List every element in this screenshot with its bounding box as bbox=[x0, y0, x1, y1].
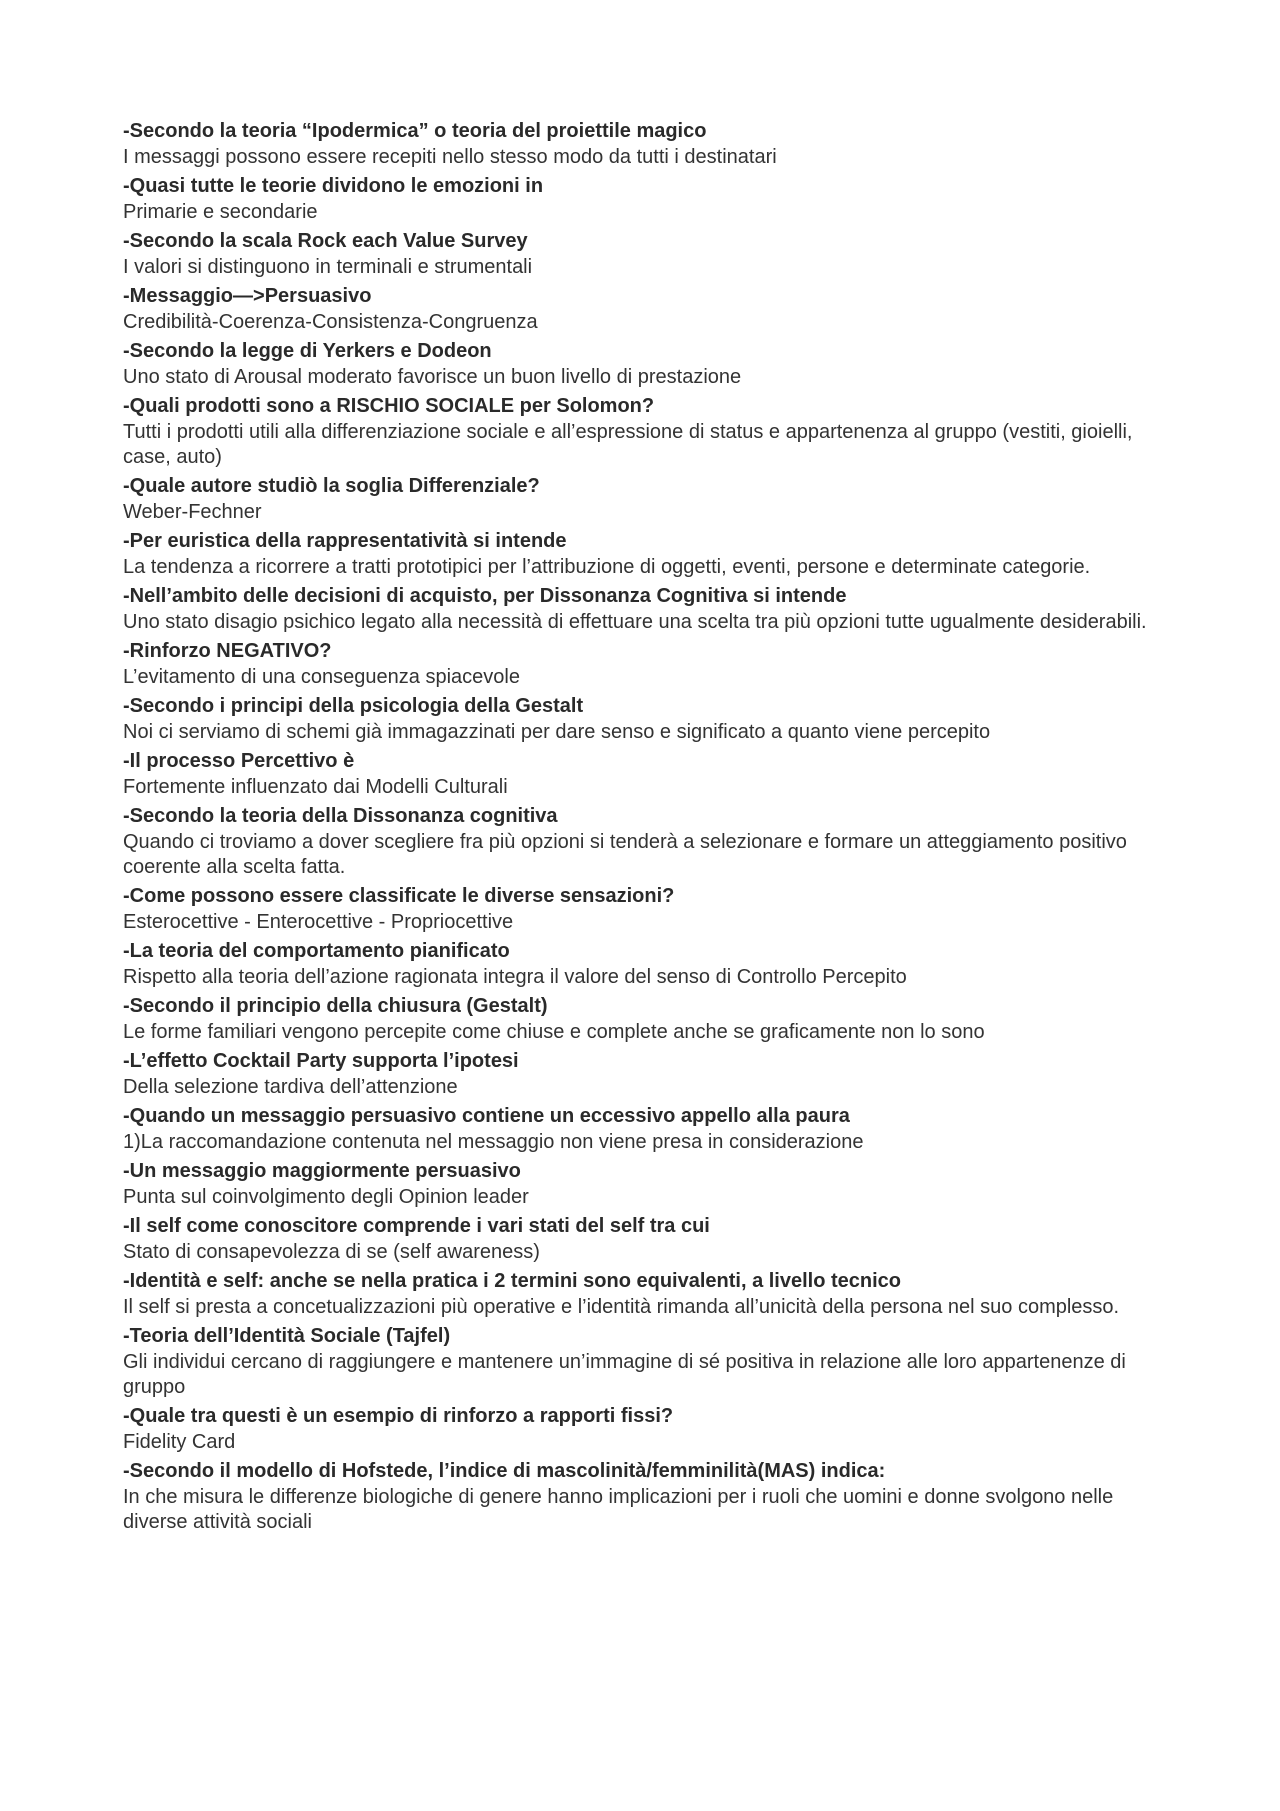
question: -Quasi tutte le teorie dividono le emozioni in bbox=[123, 175, 544, 197]
qa-item-18 bbox=[123, 1103, 1173, 1158]
answer: Tutti i prodotti utili alla differenziazione sociale e all’espressione di status e appartenenza al gruppo (vestiti, gioielli, case, auto) bbox=[123, 421, 1133, 468]
question: -Secondo la scala Rock each Value Survey bbox=[123, 230, 528, 252]
answer: Punta sul coinvolgimento degli Opinion leader bbox=[123, 1186, 529, 1208]
answer: Esterocettive - Enterocettive - Propriocettive bbox=[123, 911, 514, 933]
qa-item-2 bbox=[123, 173, 1173, 228]
qa-item-16 bbox=[123, 993, 1173, 1048]
answer: 1)La raccomandazione contenuta nel messaggio non viene presa in considerazione bbox=[123, 1131, 864, 1153]
answer: Le forme familiari vengono percepite come chiuse e complete anche se graficamente non lo sono bbox=[123, 1021, 985, 1043]
answer: I messaggi possono essere recepiti nello stesso modo da tutti i destinatari bbox=[123, 146, 777, 168]
question: -La teoria del comportamento pianificato bbox=[123, 940, 510, 962]
answer: Credibilità-Coerenza-Consistenza-Congruenza bbox=[123, 311, 538, 333]
answer: Fortemente influenzato dai Modelli Culturali bbox=[123, 776, 508, 798]
qa-item-20 bbox=[123, 1213, 1173, 1268]
qa-item-10 bbox=[123, 638, 1173, 693]
answer: Gli individui cercano di raggiungere e mantenere un’immagine di sé positiva in relazione alle loro appartenenze di gruppo bbox=[123, 1351, 1126, 1398]
question: -Secondo la legge di Yerkers e Dodeon bbox=[123, 340, 492, 362]
qa-item-3 bbox=[123, 228, 1173, 283]
qa-item-24 bbox=[123, 1458, 1173, 1538]
qa-item-11 bbox=[123, 693, 1173, 748]
question: -Per euristica della rappresentatività si intende bbox=[123, 530, 567, 552]
answer: Primarie e secondarie bbox=[123, 201, 318, 223]
question: -Secondo i principi della psicologia della Gestalt bbox=[123, 695, 584, 717]
question: -Secondo la teoria della Dissonanza cognitiva bbox=[123, 805, 558, 827]
answer: Fidelity Card bbox=[123, 1431, 236, 1453]
qa-item-4 bbox=[123, 283, 1173, 338]
answer: Noi ci serviamo di schemi già immagazzinati per dare senso e significato a quanto viene percepito bbox=[123, 721, 991, 743]
qa-item-22 bbox=[123, 1323, 1173, 1403]
question: -Come possono essere classificate le diverse sensazioni? bbox=[123, 885, 675, 907]
question: -Messaggio—>Persuasivo bbox=[123, 285, 372, 307]
qa-item-21 bbox=[123, 1268, 1173, 1323]
document-page bbox=[123, 118, 1173, 1538]
question: -Teoria dell’Identità Sociale (Tajfel) bbox=[123, 1325, 451, 1347]
question: -L’effetto Cocktail Party supporta l’ipotesi bbox=[123, 1050, 519, 1072]
qa-item-9 bbox=[123, 583, 1173, 638]
answer: Uno stato disagio psichico legato alla necessità di effettuare una scelta tra più opzioni tutte ugualmente desiderabili. bbox=[123, 611, 1147, 633]
answer: L’evitamento di una conseguenza spiacevole bbox=[123, 666, 520, 688]
answer: Della selezione tardiva dell’attenzione bbox=[123, 1076, 458, 1098]
question: -Secondo il modello di Hofstede, l’indice di mascolinità/femminilità(MAS) indica: bbox=[123, 1460, 886, 1482]
question: -Secondo il principio della chiusura (Gestalt) bbox=[123, 995, 548, 1017]
question: -Quale autore studiò la soglia Differenziale? bbox=[123, 475, 540, 497]
answer: Rispetto alla teoria dell’azione ragionata integra il valore del senso di Controllo Percepito bbox=[123, 966, 907, 988]
answer: Weber-Fechner bbox=[123, 501, 262, 523]
answer: I valori si distinguono in terminali e strumentali bbox=[123, 256, 533, 278]
question: -Nell’ambito delle decisioni di acquisto, per Dissonanza Cognitiva si intende bbox=[123, 585, 847, 607]
answer: In che misura le differenze biologiche di genere hanno implicazioni per i ruoli che uomini e donne svolgono nelle diverse attività sociali bbox=[123, 1486, 1114, 1533]
qa-item-5 bbox=[123, 338, 1173, 393]
question: -Un messaggio maggiormente persuasivo bbox=[123, 1160, 521, 1182]
question: -Rinforzo NEGATIVO? bbox=[123, 640, 332, 662]
answer: Uno stato di Arousal moderato favorisce un buon livello di prestazione bbox=[123, 366, 742, 388]
qa-item-12 bbox=[123, 748, 1173, 803]
question: -Quale tra questi è un esempio di rinforzo a rapporti fissi? bbox=[123, 1405, 674, 1427]
qa-item-8 bbox=[123, 528, 1173, 583]
qa-item-17 bbox=[123, 1048, 1173, 1103]
qa-item-7 bbox=[123, 473, 1173, 528]
qa-item-15 bbox=[123, 938, 1173, 993]
qa-item-14 bbox=[123, 883, 1173, 938]
qa-item-23 bbox=[123, 1403, 1173, 1458]
question: -Identità e self: anche se nella pratica i 2 termini sono equivalenti, a livello tecnico bbox=[123, 1270, 902, 1292]
qa-item-13 bbox=[123, 803, 1173, 883]
question: -Quando un messaggio persuasivo contiene un eccessivo appello alla paura bbox=[123, 1105, 850, 1127]
qa-item-6 bbox=[123, 393, 1173, 473]
qa-item-1 bbox=[123, 118, 1173, 173]
qa-item-19 bbox=[123, 1158, 1173, 1213]
question: -Il self come conoscitore comprende i vari stati del self tra cui bbox=[123, 1215, 710, 1237]
question: -Il processo Percettivo è bbox=[123, 750, 355, 772]
question: -Secondo la teoria “Ipodermica” o teoria del proiettile magico bbox=[123, 120, 707, 142]
answer: Quando ci troviamo a dover scegliere fra più opzioni si tenderà a selezionare e formare un atteggiamento positivo coerente alla scelta fatta. bbox=[123, 831, 1127, 878]
question: -Quali prodotti sono a RISCHIO SOCIALE per Solomon? bbox=[123, 395, 655, 417]
answer: Il self si presta a concetualizzazioni più operative e l’identità rimanda all’unicità della persona nel suo complesso. bbox=[123, 1296, 1120, 1318]
answer: Stato di consapevolezza di se (self awareness) bbox=[123, 1241, 540, 1263]
answer: La tendenza a ricorrere a tratti prototipici per l’attribuzione di oggetti, eventi, persone e determinate categorie. bbox=[123, 556, 1091, 578]
